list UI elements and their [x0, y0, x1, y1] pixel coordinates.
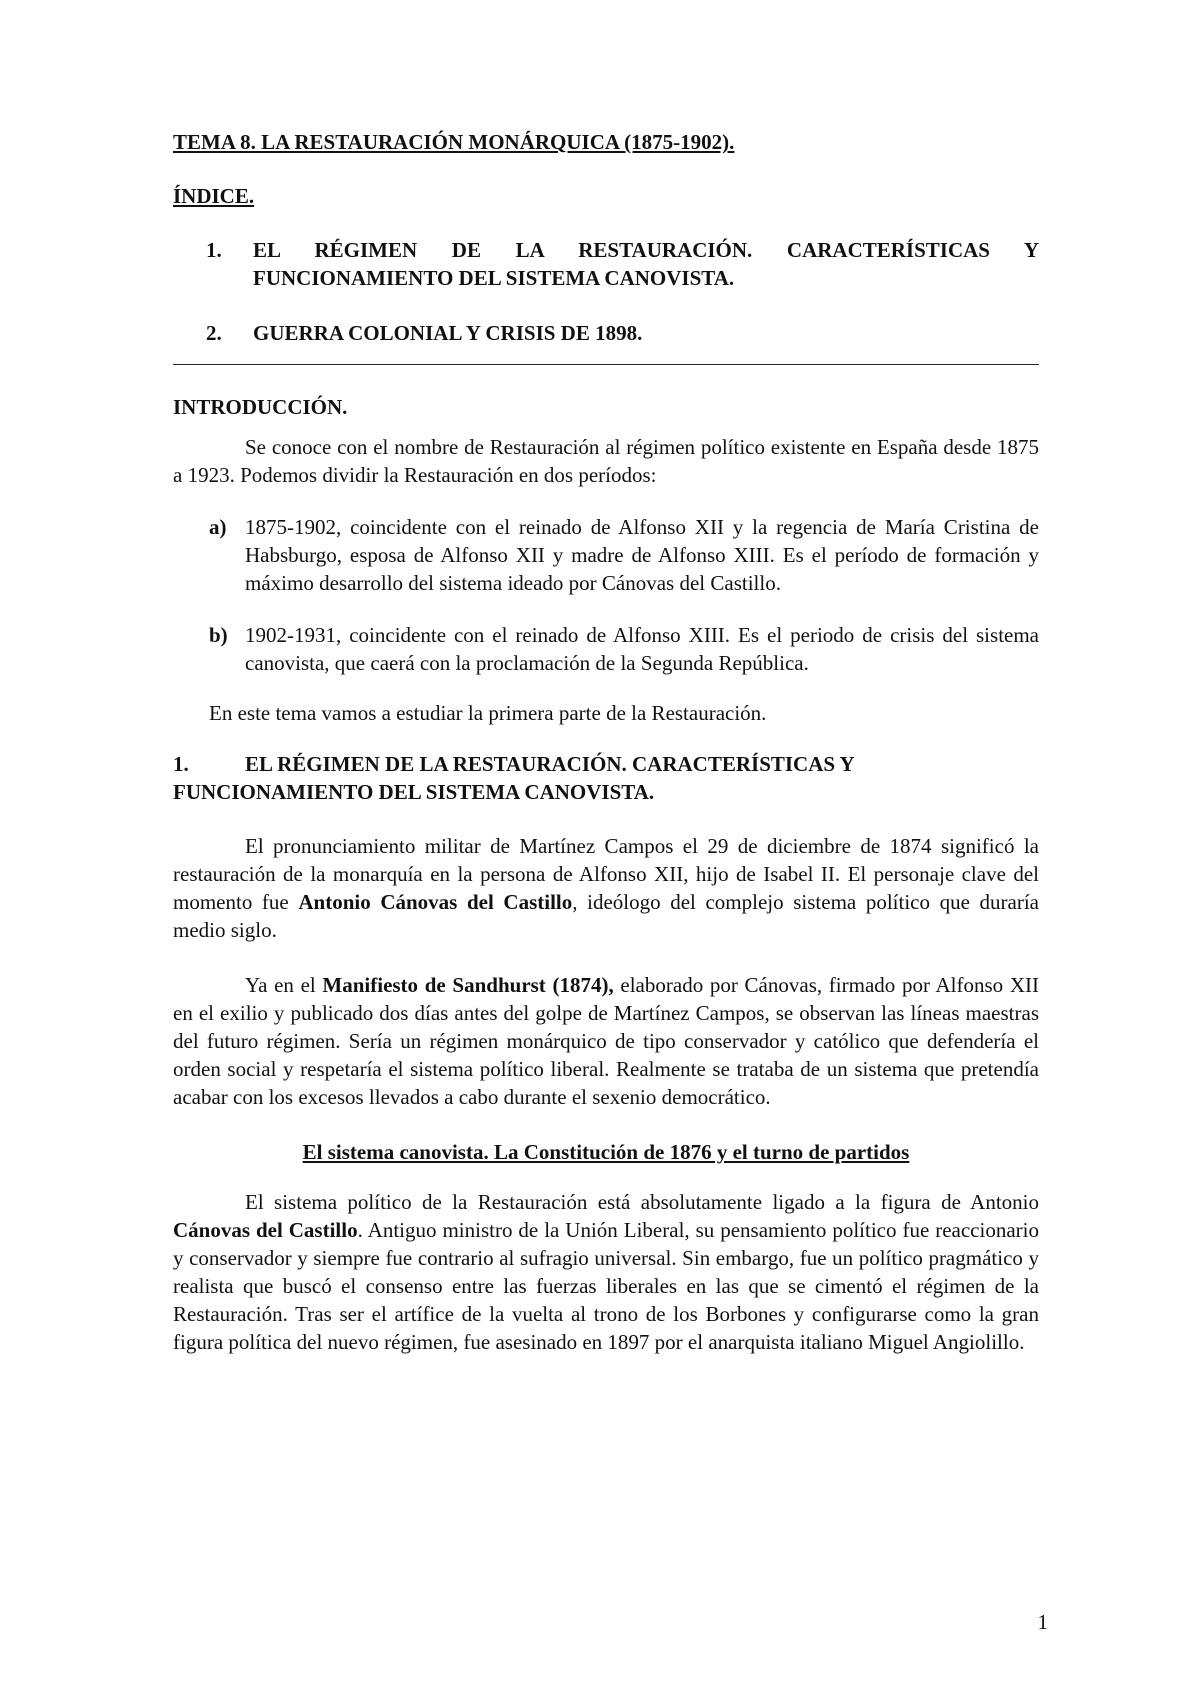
subheading: El sistema canovista. La Constitución de 1876 y el turno de partidos: [302, 1140, 910, 1164]
bold-text: Antonio Cánovas del Castillo: [298, 890, 573, 914]
section-1-paragraph-1: [173, 832, 1039, 944]
index-item-text: EL RÉGIMEN DE LA RESTAURACIÓN. CARACTERÍSTICAS Y FUNCIONAMIENTO DEL SISTEMA CANOVISTA.: [253, 238, 1039, 290]
text-run: El pronunciamiento militar de Martínez Campos el 29 de diciembre de 1874 significó la restauración de la monarquía en la persona de Alfonso XII, hijo de Isabel II. El personaje clave del momento fue: [173, 834, 1039, 914]
document-page: [173, 128, 1039, 1356]
text-run: elaborado por Cánovas, firmado por Alfonso XII en el exilio y publicado dos días antes del golpe de Martínez Campos, se observan las líneas maestras del futuro régimen. Sería un régimen monárquico de tipo conservador y católico que defendería el orden social y respetaría el sistema político liberal. Realmente se trataba de un sistema que pretendía acabar con los excesos llevados a cabo durante el sexenio democrático.: [173, 973, 1039, 1109]
horizontal-divider: [173, 364, 1039, 365]
section-number: 1.: [173, 752, 189, 776]
intro-heading: INTRODUCCIÓN.: [173, 395, 348, 419]
page-number: 1: [1037, 1610, 1048, 1634]
index-item-number: 1.: [206, 238, 222, 262]
text-run: El sistema político de la Restauración está absolutamente ligado a la figura de Antonio: [245, 1190, 1039, 1214]
section-1-heading: [173, 750, 1039, 806]
bold-text: Cánovas del Castillo: [173, 1218, 358, 1242]
section-1-paragraph-2: [173, 971, 1039, 1111]
intro-paragraph: Se conoce con el nombre de Restauración al régimen político existente en España desde 1875 a 1923. Podemos dividir la Restauración en dos períodos:: [173, 435, 1039, 487]
period-letter: a): [209, 515, 227, 539]
period-item: [173, 513, 1039, 597]
text-run: Ya en el: [245, 973, 323, 997]
index-list: [173, 236, 1039, 347]
index-title: ÍNDICE.: [173, 184, 255, 208]
intro-closing: En este tema vamos a estudiar la primera parte de la Restauración.: [209, 701, 767, 725]
section-title: EL RÉGIMEN DE LA RESTAURACIÓN. CARACTERÍSTICAS Y FUNCIONAMIENTO DEL SISTEMA CANOVISTA.: [173, 752, 854, 804]
text-run: , ideólogo del complejo sistema político que duraría medio siglo.: [173, 890, 1039, 942]
text-run: . Antiguo ministro de la Unión Liberal, su pensamiento político fue reaccionario y conservador y siempre fue contrario al sufragio universal. Sin embargo, fue un político pragmático y realista que buscó el consenso entre las fuerzas liberales en las que se cimentó el régimen de la Restauración. Tras ser el artífice de la vuelta al trono de los Borbones y configurarse como la gran figura política del nuevo régimen, fue asesinado en 1897 por el anarquista italiano Miguel Angiolillo.: [173, 1218, 1039, 1354]
period-letter: b): [209, 623, 228, 647]
periods-list: [173, 513, 1039, 677]
bold-text: Manifiesto de Sandhurst (1874),: [322, 973, 614, 997]
section-1-paragraph-3: [173, 1188, 1039, 1356]
index-item-text: GUERRA COLONIAL Y CRISIS DE 1898.: [253, 321, 643, 345]
index-item-number: 2.: [206, 321, 222, 345]
document-title: TEMA 8. LA RESTAURACIÓN MONÁRQUICA (1875-1902).: [173, 130, 735, 154]
period-text: 1902-1931, coincidente con el reinado de Alfonso XIII. Es el periodo de crisis del sistema canovista, que caerá con la proclamación de la Segunda República.: [245, 623, 1039, 675]
period-item: [173, 621, 1039, 677]
index-item: [173, 319, 1039, 347]
index-item: [173, 236, 1039, 292]
period-text: 1875-1902, coincidente con el reinado de Alfonso XII y la regencia de María Cristina de Habsburgo, esposa de Alfonso XII y madre de Alfonso XIII. Es el período de formación y máximo desarrollo del sistema ideado por Cánovas del Castillo.: [245, 515, 1039, 595]
